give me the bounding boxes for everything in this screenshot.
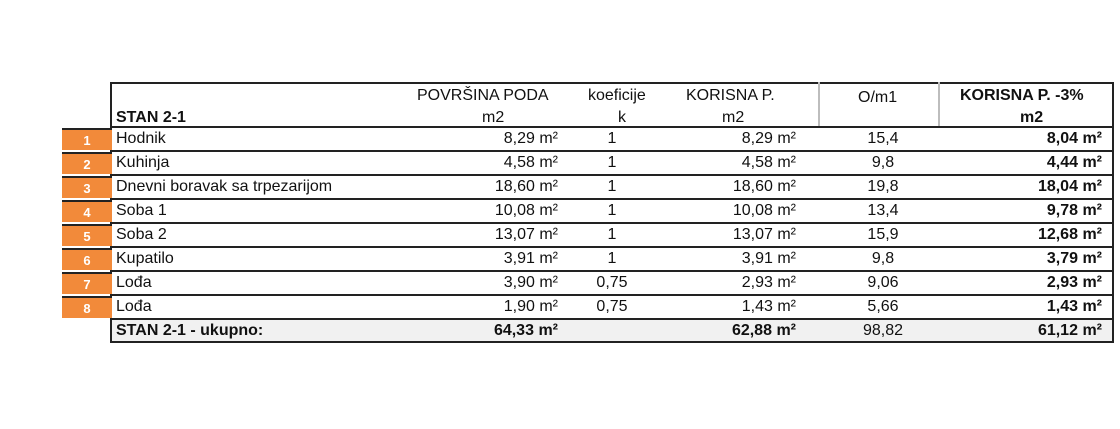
unit-label: m²	[538, 322, 558, 339]
table-row	[83, 150, 1114, 174]
floor-area-cell	[452, 129, 558, 149]
header-divider	[818, 82, 820, 126]
coefficient-value: 1	[607, 202, 617, 219]
row-number-badge: 7	[62, 272, 112, 294]
unit-label: m²	[539, 250, 558, 267]
table-row	[83, 294, 1114, 318]
unit-label: m²	[776, 322, 796, 339]
room-name: Dnevni boravak sa trpezarijom	[116, 178, 333, 195]
useful3-unit-header: m2	[1020, 109, 1044, 126]
header-divider	[938, 82, 940, 126]
table-row	[83, 174, 1114, 198]
floor-area-cell	[452, 273, 558, 293]
useful-area-value: 3,91	[741, 250, 773, 267]
useful-area-3pct-value: 3,79	[1046, 250, 1078, 267]
useful-area-value: 10,08	[732, 202, 773, 219]
total-om-value: 98,82	[862, 322, 904, 339]
coefficient-value: 1	[607, 178, 617, 195]
apartment-title: STAN 2-1	[116, 109, 186, 126]
unit-label: m²	[1082, 250, 1102, 267]
total-label: STAN 2-1 - ukupno:	[116, 322, 264, 339]
room-name: Hodnik	[116, 130, 166, 147]
total-useful-area-cell	[692, 321, 796, 341]
useful-area-value: 18,60	[732, 178, 773, 195]
floor-area-cell	[452, 297, 558, 317]
useful-area-cell	[692, 225, 796, 245]
area-unit-header: m2	[482, 109, 505, 126]
total-floor-area-value: 64,33	[493, 322, 534, 339]
useful-area-3pct-cell	[982, 297, 1102, 317]
row-number-badge: 6	[62, 248, 112, 270]
useful-area-cell	[692, 153, 796, 173]
useful-area-cell	[692, 249, 796, 269]
table-row	[83, 246, 1114, 270]
unit-label: m²	[777, 226, 796, 243]
useful-area-3pct-cell	[982, 273, 1102, 293]
om-value: 9,06	[867, 274, 899, 291]
row-number-badge: 5	[62, 224, 112, 246]
useful-area-value: 1,43	[741, 298, 773, 315]
om-value: 5,66	[867, 298, 899, 315]
useful-area-value: 2,93	[741, 274, 773, 291]
useful-area-3pct-cell	[982, 201, 1102, 221]
room-name: Soba 1	[116, 202, 167, 219]
unit-label: m²	[1082, 274, 1102, 291]
useful-area-3pct-value: 9,78	[1046, 202, 1078, 219]
unit-label: m²	[1082, 154, 1102, 171]
useful-area-cell	[692, 201, 796, 221]
total-row	[110, 318, 1114, 343]
table-row	[83, 222, 1114, 246]
unit-label: m²	[539, 154, 558, 171]
total-useful-area-3pct-value: 61,12	[1037, 322, 1078, 339]
unit-label: m²	[777, 274, 796, 291]
floor-area-cell	[452, 153, 558, 173]
total-floor-area-cell	[452, 321, 558, 341]
row-number-badge: 4	[62, 200, 112, 222]
om-value: 19,8	[867, 178, 899, 195]
floor-area-value: 1,90	[503, 298, 535, 315]
unit-label: m²	[539, 178, 558, 195]
useful-header: KORISNA P.	[686, 87, 775, 104]
unit-label: m²	[1082, 322, 1102, 339]
om-value: 15,9	[867, 226, 899, 243]
om-value: 9,8	[871, 154, 895, 171]
useful-area-3pct-cell	[982, 225, 1102, 245]
unit-label: m²	[777, 178, 796, 195]
unit-label: m²	[777, 250, 796, 267]
useful-area-3pct-cell	[982, 153, 1102, 173]
unit-label: m²	[1082, 202, 1102, 219]
useful-area-3pct-value: 8,04	[1046, 130, 1078, 147]
floor-area-value: 4,58	[503, 154, 535, 171]
unit-label: m²	[539, 202, 558, 219]
useful-area-cell	[692, 297, 796, 317]
floor-area-cell	[452, 225, 558, 245]
useful-area-3pct-value: 2,93	[1046, 274, 1078, 291]
unit-label: m²	[1082, 178, 1102, 195]
unit-label: m²	[1082, 226, 1102, 243]
unit-label: m²	[1082, 130, 1102, 147]
row-number-badge: 2	[62, 152, 112, 174]
unit-label: m²	[539, 274, 558, 291]
useful-area-value: 13,07	[732, 226, 773, 243]
coef-unit-header: k	[618, 109, 626, 126]
useful-area-cell	[692, 273, 796, 293]
unit-label: m²	[777, 202, 796, 219]
floor-area-value: 10,08	[494, 202, 535, 219]
floor-area-cell	[452, 177, 558, 197]
floor-area-value: 3,91	[503, 250, 535, 267]
floor-area-cell	[452, 201, 558, 221]
om-value: 13,4	[867, 202, 899, 219]
useful-area-value: 4,58	[741, 154, 773, 171]
table-header	[110, 82, 1114, 126]
unit-label: m²	[777, 154, 796, 171]
coef-header: koeficije	[588, 87, 646, 104]
room-name: Soba 2	[116, 226, 167, 243]
useful-area-3pct-cell	[982, 249, 1102, 269]
floor-area-value: 13,07	[494, 226, 535, 243]
useful-area-3pct-cell	[982, 177, 1102, 197]
unit-label: m²	[539, 226, 558, 243]
coefficient-value: 0,75	[596, 298, 628, 315]
room-name: Lođa	[116, 274, 152, 291]
om-value: 9,8	[871, 250, 895, 267]
table-row	[83, 270, 1114, 294]
om-value: 15,4	[867, 130, 899, 147]
om-header: O/m1	[858, 89, 898, 106]
coefficient-value: 1	[607, 226, 617, 243]
unit-label: m²	[777, 298, 796, 315]
table-row	[83, 198, 1114, 222]
row-number-badge: 1	[62, 128, 112, 150]
useful-area-3pct-value: 1,43	[1046, 298, 1078, 315]
useful-area-3pct-cell	[982, 129, 1102, 149]
useful-unit-header: m2	[722, 109, 745, 126]
unit-label: m²	[539, 298, 558, 315]
table-row	[83, 126, 1114, 150]
unit-label: m²	[539, 130, 558, 147]
floor-area-cell	[452, 249, 558, 269]
room-name: Kuhinja	[116, 154, 170, 171]
useful-area-cell	[692, 129, 796, 149]
room-name: Kupatilo	[116, 250, 174, 267]
useful-area-3pct-value: 18,04	[1037, 178, 1078, 195]
row-number-badge: 3	[62, 176, 112, 198]
unit-label: m²	[777, 130, 796, 147]
room-name: Lođa	[116, 298, 152, 315]
coefficient-value: 0,75	[596, 274, 628, 291]
floor-area-value: 18,60	[494, 178, 535, 195]
row-number-badge: 8	[62, 296, 112, 318]
unit-label: m²	[1082, 298, 1102, 315]
useful-area-value: 8,29	[741, 130, 773, 147]
coefficient-value: 1	[607, 130, 617, 147]
useful-area-3pct-value: 4,44	[1046, 154, 1078, 171]
area-header: POVRŠINA PODA	[417, 87, 549, 104]
useful-area-3pct-value: 12,68	[1037, 226, 1078, 243]
total-useful-area-3pct-cell	[982, 321, 1102, 341]
floor-area-value: 8,29	[503, 130, 535, 147]
floor-area-value: 3,90	[503, 274, 535, 291]
total-useful-area-value: 62,88	[731, 322, 772, 339]
useful3-header: KORISNA P. -3%	[960, 87, 1084, 104]
coefficient-value: 1	[607, 154, 617, 171]
coefficient-value: 1	[607, 250, 617, 267]
useful-area-cell	[692, 177, 796, 197]
